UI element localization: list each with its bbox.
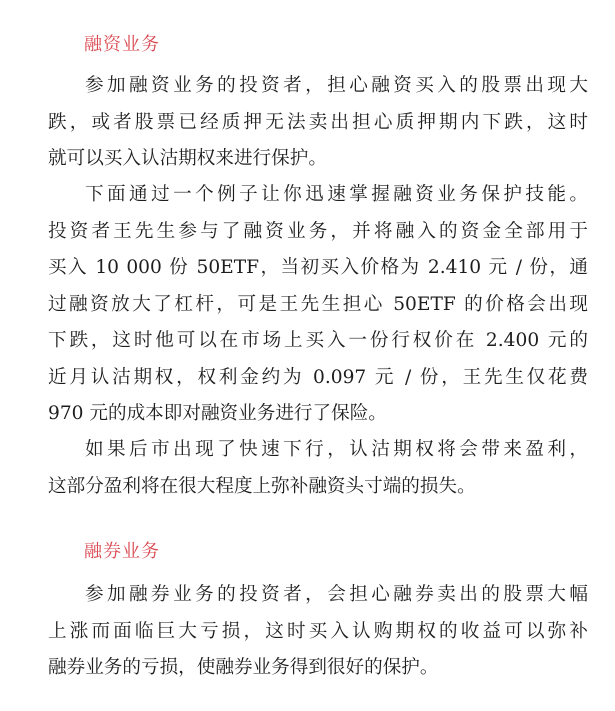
paragraph xyxy=(48,577,588,687)
text-line: 过融资放大了杠杆，可是王先生担心 50ETF 的价格会出现 xyxy=(48,293,588,315)
paragraph xyxy=(48,177,588,433)
text-line: 跌，或者股票已经质押无法卖出担心质押期内下跌，这时 xyxy=(48,111,588,133)
text-line: 融券业务的亏损，使融券业务得到很好的保护。 xyxy=(48,657,439,678)
section-heading-securities-lending: 融券业务 xyxy=(84,541,160,562)
section-heading-financing: 融资业务 xyxy=(84,34,160,55)
text-line: 这部分盈利将在很大程度上弥补融资头寸端的损失。 xyxy=(48,475,476,497)
text-line: 970 元的成本即对融资业务进行了保险。 xyxy=(48,403,387,424)
text-line: 如果后市出现了快速下行，认沽期权将会带来盈利， xyxy=(85,439,588,460)
text-line: 投资者王先生参与了融资业务，并将融入的资金全部用于 xyxy=(48,220,588,242)
text-line: 参加融资业务的投资者，担心融资买入的股票出现大 xyxy=(85,75,588,96)
paragraph xyxy=(48,68,588,178)
text-line: 买入 10 000 份 50ETF，当初买入价格为 2.410 元 / 份，通 xyxy=(48,257,588,278)
text-line: 下跌，这时他可以在市场上买入一份行权价在 2.400 元的 xyxy=(48,330,588,351)
text-line: 近月认沽期权，权利金约为 0.097 元 / 份，王先生仅花费 xyxy=(48,366,588,388)
text-line: 参加融券业务的投资者，会担心融券卖出的股票大幅 xyxy=(85,584,588,605)
text-line: 就可以买入认沽期权来进行保护。 xyxy=(48,148,327,169)
paragraph xyxy=(48,432,588,505)
text-line: 上涨而面临巨大亏损，这时买入认购期权的收益可以弥补 xyxy=(48,620,588,642)
text-line: 下面通过一个例子让你迅速掌握融资业务保护技能。 xyxy=(85,184,588,205)
